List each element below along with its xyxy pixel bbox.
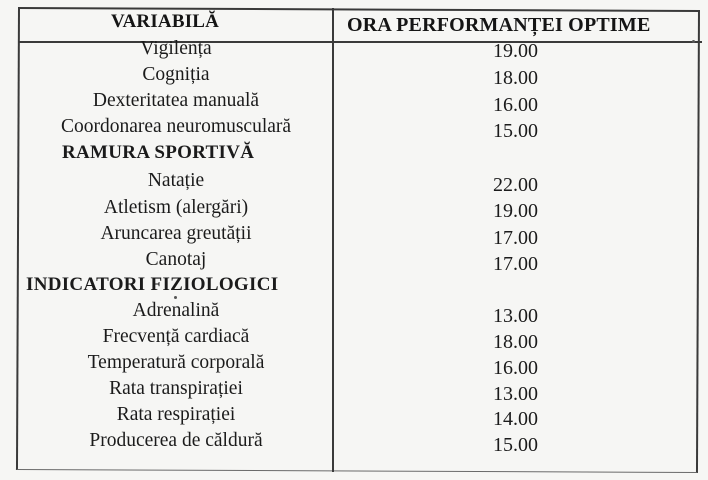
row-label: Temperatură corporală bbox=[87, 352, 265, 373]
row-label: Dexteritatea manuală bbox=[92, 90, 260, 111]
row-value: 18.00 bbox=[493, 67, 538, 89]
row-label: Atletism (alergări) bbox=[103, 197, 249, 218]
scan-speck bbox=[692, 40, 695, 43]
row-label: Natație bbox=[147, 170, 205, 191]
table-row bbox=[20, 170, 700, 196]
table-row bbox=[20, 116, 700, 142]
header-variable: VARIABILĂ bbox=[111, 11, 220, 32]
table-row bbox=[20, 249, 700, 275]
row-value: 14.00 bbox=[493, 408, 538, 430]
row-value: 19.00 bbox=[493, 200, 538, 222]
row-label: Rata respirației bbox=[116, 404, 236, 425]
row-label: Adrenalină bbox=[132, 300, 220, 321]
table-row bbox=[20, 223, 700, 249]
section-heading bbox=[20, 274, 700, 300]
row-label: Aruncarea greutății bbox=[100, 223, 252, 244]
table-row bbox=[20, 90, 700, 116]
table-row bbox=[20, 326, 700, 352]
row-value: 16.00 bbox=[493, 357, 538, 379]
row-label: Canotaj bbox=[145, 249, 207, 270]
table-row bbox=[20, 38, 700, 64]
row-value: 17.00 bbox=[493, 227, 538, 249]
table-row bbox=[20, 352, 700, 378]
row-value: 18.00 bbox=[493, 331, 538, 353]
section-heading bbox=[20, 142, 700, 168]
row-label: Vigilența bbox=[140, 38, 212, 59]
row-value: 17.00 bbox=[493, 253, 538, 275]
table-row bbox=[20, 404, 700, 430]
table-row bbox=[20, 378, 700, 404]
row-value: 16.00 bbox=[493, 94, 538, 116]
row-value: 13.00 bbox=[493, 305, 538, 327]
section-heading-label: RAMURA SPORTIVĂ bbox=[62, 142, 255, 163]
header-optimal-hour: ORA PERFORMANȚEI OPTIME bbox=[347, 14, 651, 36]
row-value: 22.00 bbox=[493, 174, 538, 196]
row-label: Frecvență cardiacă bbox=[102, 326, 250, 347]
row-label: Producerea de căldură bbox=[89, 430, 263, 451]
row-label: Rata transpirației bbox=[109, 378, 243, 399]
row-label: Cogniția bbox=[142, 64, 210, 85]
table-row bbox=[20, 64, 700, 90]
row-value: 15.00 bbox=[493, 120, 538, 142]
table-row bbox=[20, 430, 700, 456]
row-value: 19.00 bbox=[493, 40, 538, 62]
scan-speck bbox=[174, 296, 177, 299]
table-row bbox=[20, 197, 700, 223]
row-label: Coordonarea neuromusculară bbox=[60, 116, 292, 137]
table-row bbox=[20, 300, 700, 326]
section-heading-label: INDICATORI FIZIOLOGICI bbox=[26, 274, 279, 295]
row-value: 15.00 bbox=[493, 434, 538, 456]
row-value: 13.00 bbox=[493, 383, 538, 405]
